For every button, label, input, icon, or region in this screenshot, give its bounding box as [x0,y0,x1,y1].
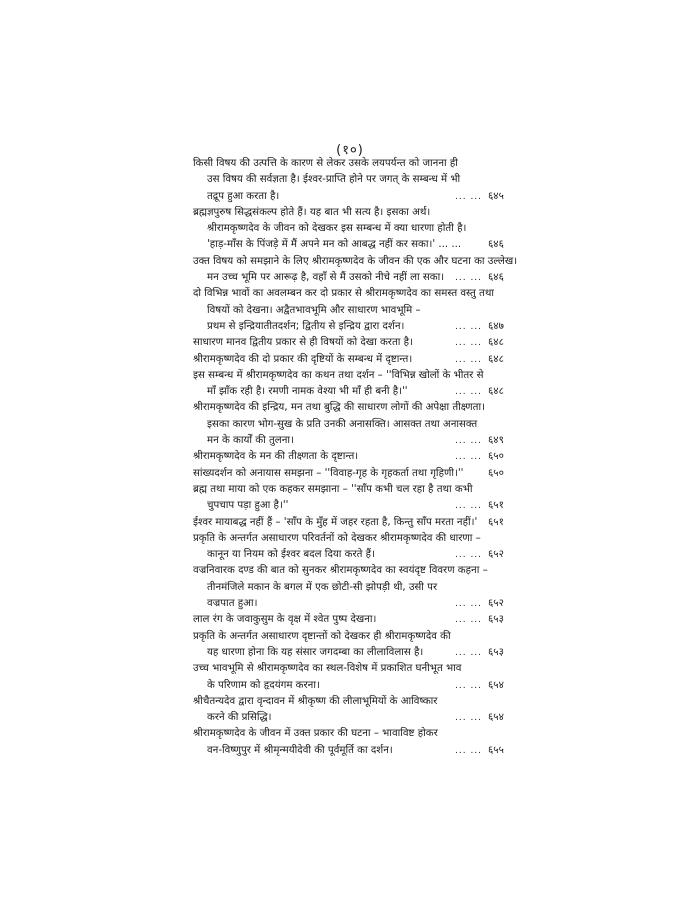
entry-text: मन के कार्यों की तुलना। [207,435,294,447]
entry-page-number: ६५२ [488,598,504,610]
leader-dots: ... ... [455,338,483,349]
entry-text: उक्त विषय को समझाने के लिए श्रीरामकृष्णदेव के जीवन की एक और घटना का उल्लेख। [193,255,518,267]
entry-page-number: ६५५ [488,744,504,756]
entry-page-number: ६४८ [488,337,504,349]
leader-dots: ... ... [455,273,483,284]
contents-entry-line [193,563,503,579]
entry-text: इस सम्बन्ध में श्रीरामकृष्णदेव का कथन तथा दर्शन – ''विभिन्न खोलों के भीतर से [193,369,484,381]
entry-text: श्रीरामकृष्णदेव की दो प्रकार की दृष्टियों के सम्बन्ध में दृष्टान्त। [193,353,413,365]
entry-page-number: ६५३ [488,646,504,658]
contents-entry-line [193,352,503,368]
entry-page-number: ६५१ [488,500,504,512]
entry-text: कानून या नियम को ईश्वर बदल दिया करते हैं। [207,549,375,561]
entry-text: तीनमंजिले मकान के बगल में एक छोटी-सी झोपड़ी थी, उसी पर [207,581,438,593]
entry-page-number: ६५४ [488,712,504,724]
leader-dots: ... ... [455,501,483,512]
contents-entry-line [193,612,503,628]
contents-entry-line [193,629,503,645]
contents-entry-line [193,286,503,302]
contents-entry-line [193,580,503,596]
entry-page-number: ६५२ [488,549,504,561]
contents-list [193,156,518,759]
page-number: (१०) [336,143,364,158]
entry-text: प्रकृति के अन्तर्गत असाधारण दृष्टान्तों को देखकर ही श्रीरामकृष्णदेव की [193,630,451,642]
leader-dots: ... ... [455,550,483,561]
contents-entry-line [193,531,503,547]
leader-dots: ... ... [455,387,483,398]
contents-entry-line [193,482,503,498]
contents-entry-line [193,710,503,726]
contents-entry-line [193,694,503,710]
entry-text: सांख्यदर्शन को अनायास समझना – ''विवाह-गृह के गृहकर्ता तथा गृहिणी।'' [193,467,464,479]
entry-page-number: ६५० [488,467,504,479]
contents-entry-line [193,270,503,286]
contents-entry-line [193,237,503,253]
contents-entry-line [193,661,503,677]
leader-dots: ... ... [455,191,483,202]
contents-entry-line [193,449,503,465]
entry-text: दो विभिन्न भावों का अवलम्बन कर दो प्रकार से श्रीरामकृष्णदेव का समस्त वस्तु तथा [193,288,494,300]
contents-entry-line [193,466,503,482]
entry-text: ईश्वर मायाबद्ध नहीं हैं – 'साँप के मुँह में जहर रहता है, किन्तु साँप मरता नहीं।' [193,516,478,528]
contents-entry-line [193,319,503,335]
entry-text: करने की प्रसिद्धि। [207,712,272,724]
leader-dots: ... ... [455,321,483,332]
entry-text: चुपचाप पड़ा हुआ है।'' [207,500,289,512]
contents-entry-line [193,417,503,433]
leader-dots: ... ... [455,354,483,365]
entry-text: श्रीचैतन्यदेव द्वारा वृन्दावन में श्रीकृष्ण की लीलाभूमियों के आविष्कार [193,695,438,707]
leader-dots: ... ... [455,615,483,626]
leader-dots: ... ... [455,680,483,691]
entry-text: मन उच्च भूमि पर आरूढ़ है, वहाँ से मैं उसको नीचे नहीं ला सका। [207,272,445,284]
entry-text: प्रथम से इन्द्रियातीतदर्शन; द्वितीय से इन्द्रिय द्वारा दर्शन। [207,320,405,332]
entry-text: 'हाड़-माँस के पिंजड़े में मैं अपने मन को आबद्ध नहीं कर सका।' ... ... [207,239,462,251]
entry-text: श्रीरामकृष्णदेव के जीवन में उक्त प्रकार की घटना – भावाविष्ट होकर [193,728,438,740]
contents-entry-line [193,384,503,400]
contents-entry-line [193,335,503,351]
entry-page-number: ६४९ [488,435,504,447]
leader-dots: ... ... [455,647,483,658]
entry-text: किसी विषय की उत्पत्ति के कारण से लेकर उसके लयपर्यन्त को जानना ही [193,158,458,169]
entry-text: माँ झाँक रही है। रमणी नामक वेश्या भी माँ ही बनी है।'' [207,386,408,398]
entry-text: यह धारणा होना कि यह संसार जगदम्बा का लीलाविलास है। [207,646,424,658]
entry-text: इसका कारण भोग-सुख के प्रति उनकी अनासक्ति। आसक्त तथा अनासक्त [207,418,478,430]
contents-entry-line [193,743,503,759]
entry-page-number: ६५१ [488,516,504,528]
entry-page-number: ६४६ [488,272,504,284]
entry-page-number: ६४८ [488,386,504,398]
entry-text: वज्रनिवारक दण्ड की बात को सुनकर श्रीरामकृष्णदेव का स्वयंदृष्ट विवरण कहना – [193,565,488,577]
contents-entry-line [193,156,503,172]
contents-entry-line [193,221,503,237]
contents-entry-line [193,726,503,742]
leader-dots: ... ... [455,599,483,610]
leader-dots: ... ... [455,713,483,724]
contents-entry-line [193,498,503,514]
entry-text: लाल रंग के जवाकुसुम के वृक्ष में श्वेत पुष्प देखना। [193,614,377,626]
entry-text: उस विषय की सर्वज्ञता है। ईश्वर-प्राप्ति होने पर जगत् के सम्बन्ध में भी [207,174,461,186]
entry-text: ब्रह्मज्ञपुरुष सिद्धसंकल्प होते हैं। यह बात भी सत्य है। इसका अर्थ। [193,206,431,218]
entry-page-number: ६४६ [488,239,504,251]
contents-entry-line [193,254,518,270]
entry-text: तद्रूप हुआ करता है। [207,190,280,202]
contents-entry-line [193,515,503,531]
contents-entry-line [193,433,503,449]
contents-entry-line [193,596,503,612]
entry-page-number: ६४५ [488,190,504,202]
contents-entry-line [193,645,503,661]
leader-dots: ... ... [455,436,483,447]
entry-page-number: ६५४ [488,679,504,691]
leader-dots: ... ... [455,452,483,463]
entry-text: ब्रह्म तथा माया को एक कहकर समझाना – ''साँप कभी चल रहा है तथा कभी [193,483,473,495]
entry-text: वज्रपात हुआ। [207,598,258,610]
entry-text: वन-विष्णुपुर में श्रीमृन्मयीदेवी की पूर्वमूर्ति का दर्शन। [207,744,393,756]
entry-text: साधारण मानव द्वितीय प्रकार से ही विषयों को देखा करता है। [193,337,413,349]
contents-entry-line [193,189,503,205]
entry-text: उच्च भावभूमि से श्रीरामकृष्णदेव का स्थल-विशेष में प्रकाशित घनीभूत भाव [193,663,462,675]
contents-entry-line [193,303,503,319]
entry-text: के परिणाम को हृदयंगम करना। [207,679,320,691]
contents-entry-line [193,368,503,384]
entry-text: श्रीरामकृष्णदेव के जीवन को देखकर इस सम्बन्ध में क्या धारणा होती है। [207,223,467,235]
entry-page-number: ६५० [488,451,504,463]
entry-page-number: ६५३ [488,614,504,626]
entry-page-number: ६४८ [488,353,504,365]
contents-entry-line [193,205,503,221]
contents-entry-line [193,547,503,563]
entry-page-number: ६४७ [488,320,504,332]
entry-text: प्रकृति के अन्तर्गत असाधारण परिवर्तनों को देखकर श्रीरामकृष्णदेव की धारणा – [193,532,481,544]
entry-text: श्रीरामकृष्णदेव की इन्द्रिय, मन तथा बुद्धि की साधारण लोगों की अपेक्षा तीक्ष्णता। [193,402,485,414]
leader-dots: ... ... [455,745,483,756]
entry-text: श्रीरामकृष्णदेव के मन की तीक्ष्णता के दृष्टान्त। [193,451,359,463]
contents-entry-line [193,172,503,188]
entry-text: विषयों को देखना। अद्वैतभावभूमि और साधारण भावभूमि – [207,304,421,316]
contents-entry-line [193,678,503,694]
contents-entry-line [193,400,503,416]
